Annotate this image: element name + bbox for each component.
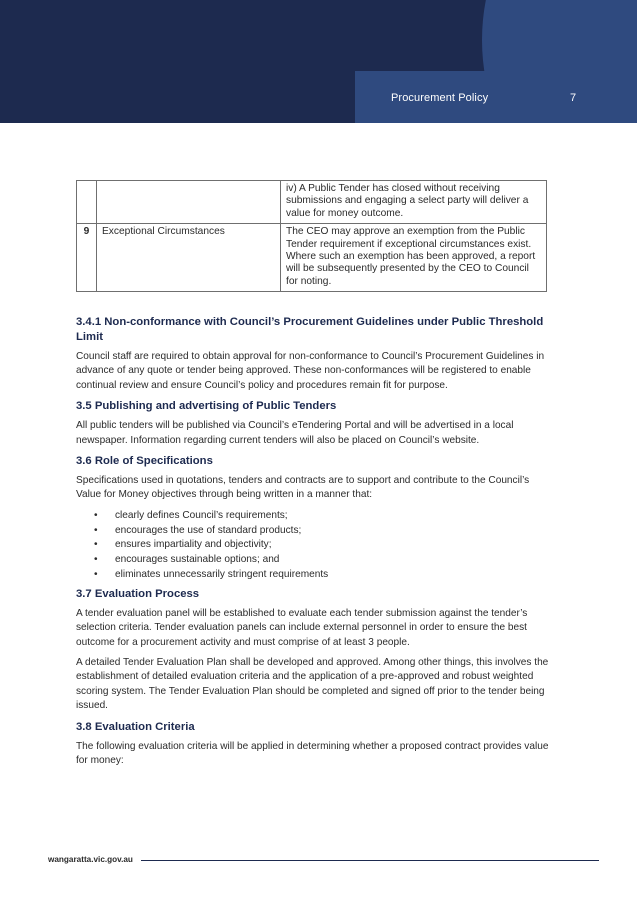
section-3-8-heading: 3.8 Evaluation Criteria <box>76 720 195 733</box>
row-description: iv) A Public Tender has closed without receiving submissions and engaging a select party will deliver a value for money outcome. <box>281 181 547 224</box>
row-name <box>97 181 281 224</box>
list-item: • eliminates unnecessarily stringent requirements <box>76 568 556 583</box>
row-number <box>77 181 97 224</box>
section-3-5-heading: 3.5 Publishing and advertising of Public Tenders <box>76 400 337 413</box>
section-3-6-heading: 3.6 Role of Specifications <box>76 455 213 468</box>
list-item: • encourages sustainable options; and <box>76 553 556 568</box>
section-3-7-paragraph-1: A tender evaluation panel will be established to evaluate each tender submission against the tender’s selection criteria. Tender evaluation panels can include external personnel in order to ensure the best outcome for a procurement activity and must comprise of at least 3 people. <box>76 607 528 648</box>
specification-bullet-list <box>76 509 556 583</box>
list-item: • ensures impartiality and objectivity; <box>76 538 556 553</box>
row-description: The CEO may approve an exemption from the Public Tender requirement if exceptional circumstances exist. Where such an exemption has been approved, a report will be subsequently presented by the CEO to Council for noting. <box>281 224 547 292</box>
footer-divider <box>141 860 599 861</box>
main-content <box>76 315 556 774</box>
row-name: Exceptional Circumstances <box>97 224 281 292</box>
exemption-table <box>76 180 547 292</box>
section-3-5-paragraph: All public tenders will be published via Council’s eTendering Portal and will be advertised in a local newspaper. Information regarding current tenders will also be placed on Council’s website. <box>76 420 514 446</box>
list-item: • encourages the use of standard products; <box>76 524 556 539</box>
page-header <box>0 0 637 123</box>
section-3-4-1-paragraph: Council staff are required to obtain approval for non-conformance to Council’s Procurement Guidelines in advance of any quote or tender being approved. These non-conformances will be registered to enable continual review and ensure Council’s policy and procedures remain fit for purpose. <box>76 351 545 391</box>
section-3-7-paragraph-2: A detailed Tender Evaluation Plan shall be developed and approved. Among other things, this involves the establishment of detailed evaluation criteria and the application of a pre-approved and robust weighted scoring system. The Tender Evaluation Plan should be completed and signed off prior to the tender being issued. <box>76 657 549 712</box>
page-number: 7 <box>570 92 577 104</box>
section-3-8-paragraph: The following evaluation criteria will be applied in determining whether a proposed contract provides value for money: <box>76 740 549 767</box>
section-3-6-paragraph: Specifications used in quotations, tenders and contracts are to support and contribute to the Council’s Value for Money objectives through being written in a manner that: <box>76 475 530 501</box>
section-3-7-heading: 3.7 Evaluation Process <box>76 587 200 600</box>
list-item: • clearly defines Council’s requirements; <box>76 509 556 524</box>
document-title: Procurement Policy <box>391 92 489 104</box>
table-row <box>77 224 547 292</box>
footer-website-url: wangaratta.vic.gov.au <box>48 855 133 864</box>
section-3-4-1-heading: 3.4.1 Non-conformance with Council’s Procurement Guidelines under Public Threshold Limit <box>76 316 544 343</box>
table-row <box>77 181 547 224</box>
row-number: 9 <box>77 224 97 292</box>
